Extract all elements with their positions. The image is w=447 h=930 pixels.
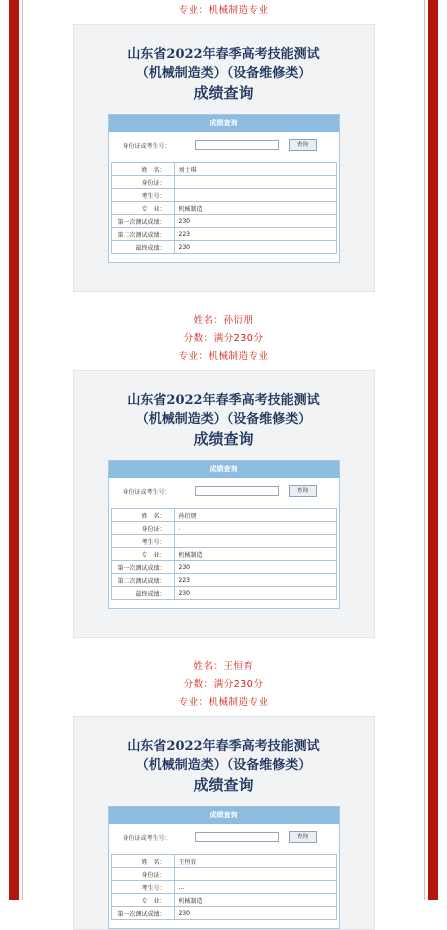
result-title-line1: 山东省2022年春季高考技能测试: [127, 739, 320, 754]
search-label: 身份证或考生号：: [122, 834, 171, 842]
result-screenshot: [73, 24, 375, 292]
search-input: [195, 832, 279, 842]
table-row: 姓 名： 刘士琪: [111, 163, 336, 176]
table-row: 专 业： 机械制造: [111, 548, 336, 561]
table-row: 第一次测试成绩： 230: [111, 215, 336, 228]
score-caption: 分数：满分230分: [183, 679, 264, 690]
result-title-line3: 成绩查询: [193, 84, 254, 102]
search-label: 身份证或考生号：: [122, 142, 171, 150]
search-button: 查询: [289, 831, 317, 843]
search-input: [195, 140, 279, 150]
result-table: [111, 508, 337, 600]
result-screenshot: [73, 370, 375, 638]
search-input: [195, 486, 279, 496]
table-row: 考生号： ...: [111, 881, 336, 894]
result-title-line3: 成绩查询: [193, 430, 254, 448]
result-table: [111, 162, 337, 254]
result-title-line1: 山东省2022年春季高考技能测试: [127, 47, 320, 62]
result-table: [111, 854, 337, 920]
table-row: 专 业： 机械制造: [111, 894, 336, 907]
search-row: [109, 478, 339, 504]
table-row: 姓 名： 孙衍朋: [111, 509, 336, 522]
table-row: 第二次测试成绩： 223: [111, 228, 336, 241]
table-row: 姓 名： 王恒育: [111, 855, 336, 868]
table-row: 最终成绩： 230: [111, 241, 336, 254]
result-panel: [108, 806, 340, 929]
result-screenshot: [73, 716, 375, 930]
table-row: 身份证：: [111, 176, 336, 189]
search-button: 查询: [289, 485, 317, 497]
table-row: 第一次测试成绩： 230: [111, 907, 336, 920]
panel-title: 成绩查询: [109, 115, 339, 132]
score-entry: [0, 312, 447, 638]
score-entry: [0, 0, 447, 292]
major-caption: 专业：机械制造专业: [178, 351, 269, 362]
table-row: 身份证： .: [111, 522, 336, 535]
major-caption: 专业：机械制造专业: [178, 5, 269, 16]
table-row: 第二次测试成绩： 223: [111, 574, 336, 587]
result-title-line1: 山东省2022年春季高考技能测试: [127, 393, 320, 408]
result-title-line3: 成绩查询: [193, 776, 254, 794]
result-panel: [108, 114, 340, 263]
major-caption: 专业：机械制造专业: [178, 697, 269, 708]
score-entry: [0, 658, 447, 930]
result-title-line2: （机械制造类）（设备维修类）: [135, 412, 312, 427]
name-caption: 姓名：王恒育: [193, 661, 254, 672]
table-row: 身份证：: [111, 868, 336, 881]
result-title-line2: （机械制造类）（设备维修类）: [135, 66, 312, 81]
table-row: 考生号：: [111, 189, 336, 202]
score-caption: 分数：满分230分: [183, 333, 264, 344]
name-caption: 姓名：孙衍朋: [193, 315, 254, 326]
search-button: 查询: [289, 139, 317, 151]
panel-title: 成绩查询: [109, 807, 339, 824]
table-row: 专 业： 机械制造: [111, 202, 336, 215]
search-label: 身份证或考生号：: [122, 488, 171, 496]
table-row: 最终成绩： 230: [111, 587, 336, 600]
search-row: [109, 132, 339, 158]
search-row: [109, 824, 339, 850]
table-row: 考生号：: [111, 535, 336, 548]
result-panel: [108, 460, 340, 609]
panel-title: 成绩查询: [109, 461, 339, 478]
table-row: 第一次测试成绩： 230: [111, 561, 336, 574]
result-title-line2: （机械制造类）（设备维修类）: [135, 758, 312, 773]
